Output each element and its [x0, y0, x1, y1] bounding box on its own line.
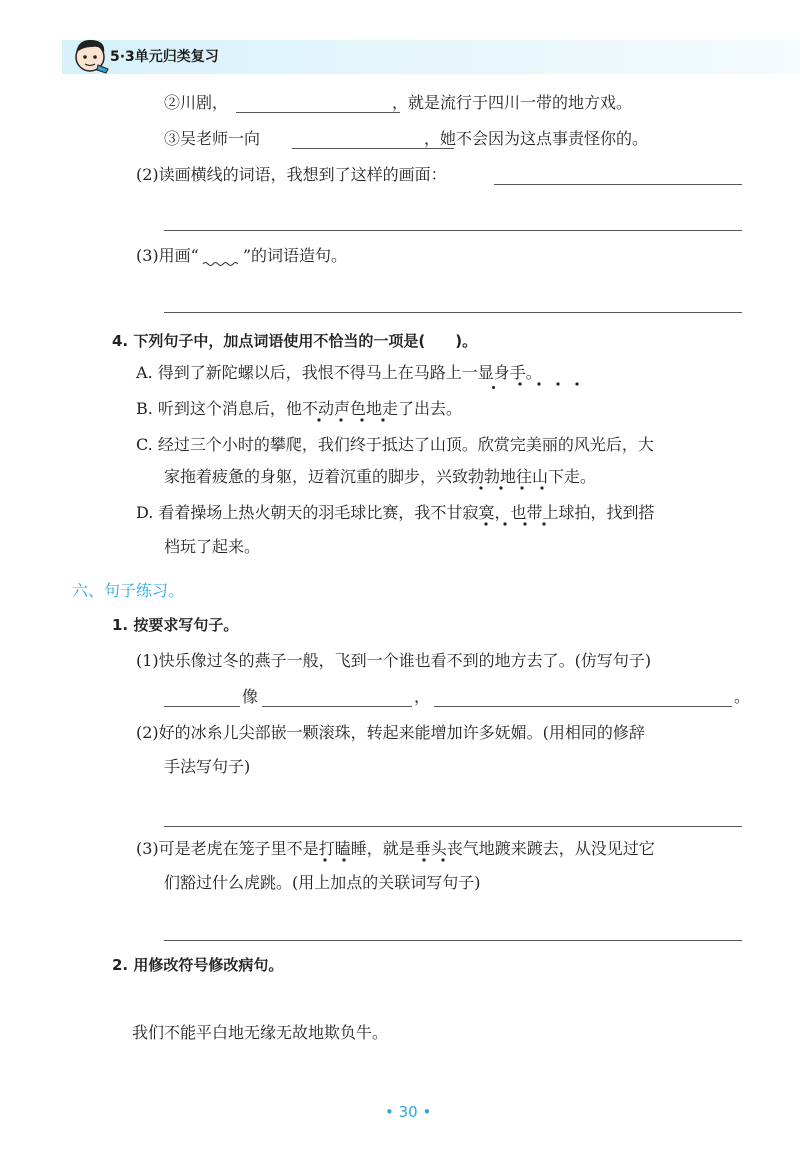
q4-a-dotted-word: 一显身手 [461, 363, 526, 382]
q4-option-c-line2: 家拖着疲惫的身躯，迈着沉重的脚步，兴致勃勃地往山下走。 [164, 467, 597, 486]
section-6-heading: 六、句子练习。 [72, 581, 185, 600]
s6-q1-sub2-answer-line[interactable] [164, 826, 742, 827]
q4-option-d-line1[interactable]: D. 看着操场上热火朝天的羽毛球比赛，我不甘寂寞，也带上球拍，找到搭 [136, 503, 655, 522]
s6-q2-sentence[interactable]: 我们不能平白地无缘无故地欺负牛。 [132, 1023, 389, 1042]
page-number: • 30 • [385, 1103, 432, 1121]
s6-q1-sub2-line1: (2)好的冰糸儿尖部嵌一颗滚珠，转起来能增加许多妩媚。(用相同的修辞 [136, 723, 645, 742]
q4-c-dotted-word: 兴致勃勃 [436, 467, 501, 486]
s6-q1-sub3-line2: 们豁过什么虎跳。(用上加点的关联词写句子) [164, 873, 481, 892]
q3-sub3: (3)用画“ ”的词语造句。 [136, 246, 348, 265]
s6-q1-sub1: (1)快乐像过冬的燕子一般，飞到一个谁也看不到的地方去了。(仿写句子) [136, 651, 652, 670]
s6-q2-title: 2. 用修改符号修改病句。 [112, 956, 284, 974]
q4-option-b[interactable]: B. 听到这个消息后，他不动声色地走了出去。 [136, 399, 462, 418]
s6-q1-sub2-line2: 手法写句子) [164, 757, 251, 776]
s6-q1-sub3-answer-line[interactable] [164, 940, 742, 941]
page-header-title: 5·3单元归类复习 [110, 49, 219, 65]
s6-q1-sub1-period: 。 [734, 687, 751, 706]
s6-q1-sub1-blank2[interactable] [262, 706, 412, 707]
q4-title: 4. 下列句子中，加点词语使用不恰当的一项是( )。 [112, 332, 478, 350]
s6-q1-sub1-comma: ， [414, 687, 431, 706]
q3-item2: ②川剧， ，就是流行于四川一带的地方戏。 [164, 93, 633, 112]
q4-option-a[interactable]: A. 得到了新陀螺以后，我恨不得马上在马路上一显身手。 [136, 363, 542, 382]
q4-option-d-line2: 档玩了起来。 [164, 537, 261, 556]
q4-option-c-line1[interactable]: C. 经过三个小时的攀爬，我们终于抵达了山顶。欣赏完美丽的风光后，大 [136, 435, 654, 454]
q3-item3: ③吴老师一向 ，她不会因为这点事责怪你的。 [164, 129, 649, 148]
s6-q1-title: 1. 按要求写句子。 [112, 616, 239, 634]
s6-q1-sub1-blank3[interactable] [434, 706, 732, 707]
s6-q1-sub3-line1: (3)可是老虎在笼子里不是打瞌睡，就是垂头丧气地踱来踱去，从没见过它 [136, 839, 655, 858]
s6-q1-sub1-blank1[interactable] [164, 706, 240, 707]
q4-d-dotted-word: 不甘寂寞 [430, 503, 495, 522]
s6-q1-sub1-like: 像 [242, 687, 259, 706]
s6-dotted-word-2: 就是 [382, 839, 415, 858]
s6-dotted-word-1: 不是 [286, 839, 319, 858]
q4-b-dotted-word: 不动声色 [301, 399, 366, 418]
q3-sub2: (2)读画横线的词语，我想到了这样的画面： [136, 165, 447, 184]
